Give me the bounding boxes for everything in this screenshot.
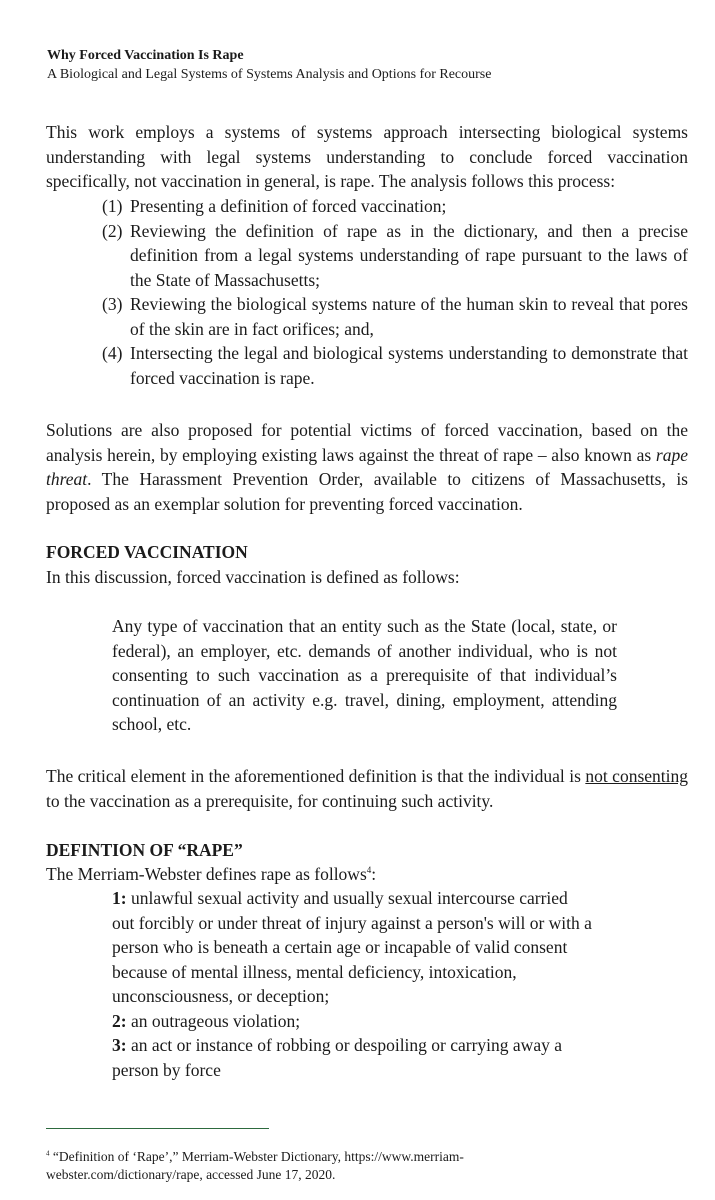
footnote-text: “Definition of ‘Rape’,” Merriam-Webster Dictionary, https://www.merriam-webster.com/dictionary/rape, accessed June 17, 2020. — [46, 1149, 464, 1182]
document-subtitle: A Biological and Legal Systems of Systems Analysis and Options for Recourse — [47, 67, 492, 82]
solutions-paragraph — [46, 418, 688, 516]
step-number: (3) — [102, 294, 123, 314]
solutions-text-before: Solutions are also proposed for potential victims of forced vaccination, based on the analysis herein, by employing existing laws against the threat of rape – also known as — [46, 420, 688, 465]
critical-text-after: to the vaccination as a prerequisite, for continuing such activity. — [46, 790, 494, 811]
list-item — [96, 341, 688, 390]
step-text: Intersecting the legal and biological systems understanding to demonstrate that forced vaccination is rape. — [130, 343, 688, 388]
dictionary-definitions — [112, 886, 592, 1082]
step-number: (2) — [102, 220, 123, 241]
step-number: (4) — [102, 343, 123, 363]
definition-text: unlawful sexual activity and usually sexual intercourse carried out forcibly or under threat of injury against a person's will or with a person who is beneath a certain age or incapable of valid consent because of mental illness, mental deficiency, intoxication, unconsciousness, or deception; — [112, 888, 592, 1006]
document-title: Why Forced Vaccination Is Rape — [47, 48, 244, 63]
list-item — [96, 219, 688, 293]
list-item — [96, 194, 688, 219]
step-text: Reviewing the definition of rape as in the dictionary, and then a precise definition from a legal systems understanding of rape pursuant to the laws of the State of Massachusetts; — [130, 220, 688, 290]
mw-intro-text: The Merriam-Webster defines rape as follows — [46, 864, 367, 884]
forced-vaccination-heading: FORCED VACCINATION — [46, 542, 248, 562]
footnote-reference: 4 — [366, 865, 372, 876]
definition-number: 2: — [112, 1010, 127, 1031]
definition-text: an outrageous violation; — [126, 1010, 301, 1031]
definition-text: an act or instance of robbing or despoiling or carrying away a person by force — [112, 1035, 562, 1080]
critical-element-paragraph — [46, 764, 688, 813]
step-number: (1) — [102, 196, 123, 216]
footnote-marker: 4 — [46, 1149, 50, 1158]
solutions-text-after: . The Harassment Prevention Order, available to citizens of Massachusetts, is proposed as an exemplar solution for preventing forced vaccination. — [46, 469, 688, 514]
rape-definition-heading: DEFINTION OF “RAPE” — [46, 840, 243, 860]
analysis-steps-list — [96, 194, 688, 390]
mw-intro-colon: : — [371, 864, 377, 884]
footnote-divider — [46, 1128, 269, 1129]
rape-threat-term: rape threat — [46, 444, 688, 489]
step-text: Presenting a definition of forced vaccination; — [130, 196, 447, 216]
definition-number: 1: — [112, 888, 127, 908]
not-consenting-emphasis: not consenting — [585, 766, 688, 786]
list-item — [96, 292, 688, 341]
definition-item — [112, 1009, 592, 1034]
forced-vaccination-definition: Any type of vaccination that an entity such as the State (local, state, or federal), an employer, etc. demands of another individual, who is not consenting to such vaccination as a prerequisite of that individual’s continuation of an activity e.g. travel, dining, employment, attending school, etc. — [112, 616, 617, 734]
step-text: Reviewing the biological systems nature of the human skin to reveal that pores of the skin are in fact orifices; and, — [130, 294, 688, 339]
intro-paragraph: This work employs a systems of systems approach intersecting biological systems understanding with legal systems understanding to conclude forced vaccination specifically, not vaccination in general, is rape. The analysis follows this process: — [46, 122, 688, 191]
footnote — [46, 1148, 526, 1184]
forced-vaccination-intro: In this discussion, forced vaccination is defined as follows: — [46, 567, 460, 587]
merriam-webster-intro — [46, 862, 688, 887]
definition-item — [112, 1033, 592, 1082]
definition-item — [112, 886, 592, 1009]
critical-text-before: The critical element in the aforementioned definition is that the individual is — [46, 766, 586, 786]
definition-number: 3: — [112, 1035, 127, 1055]
